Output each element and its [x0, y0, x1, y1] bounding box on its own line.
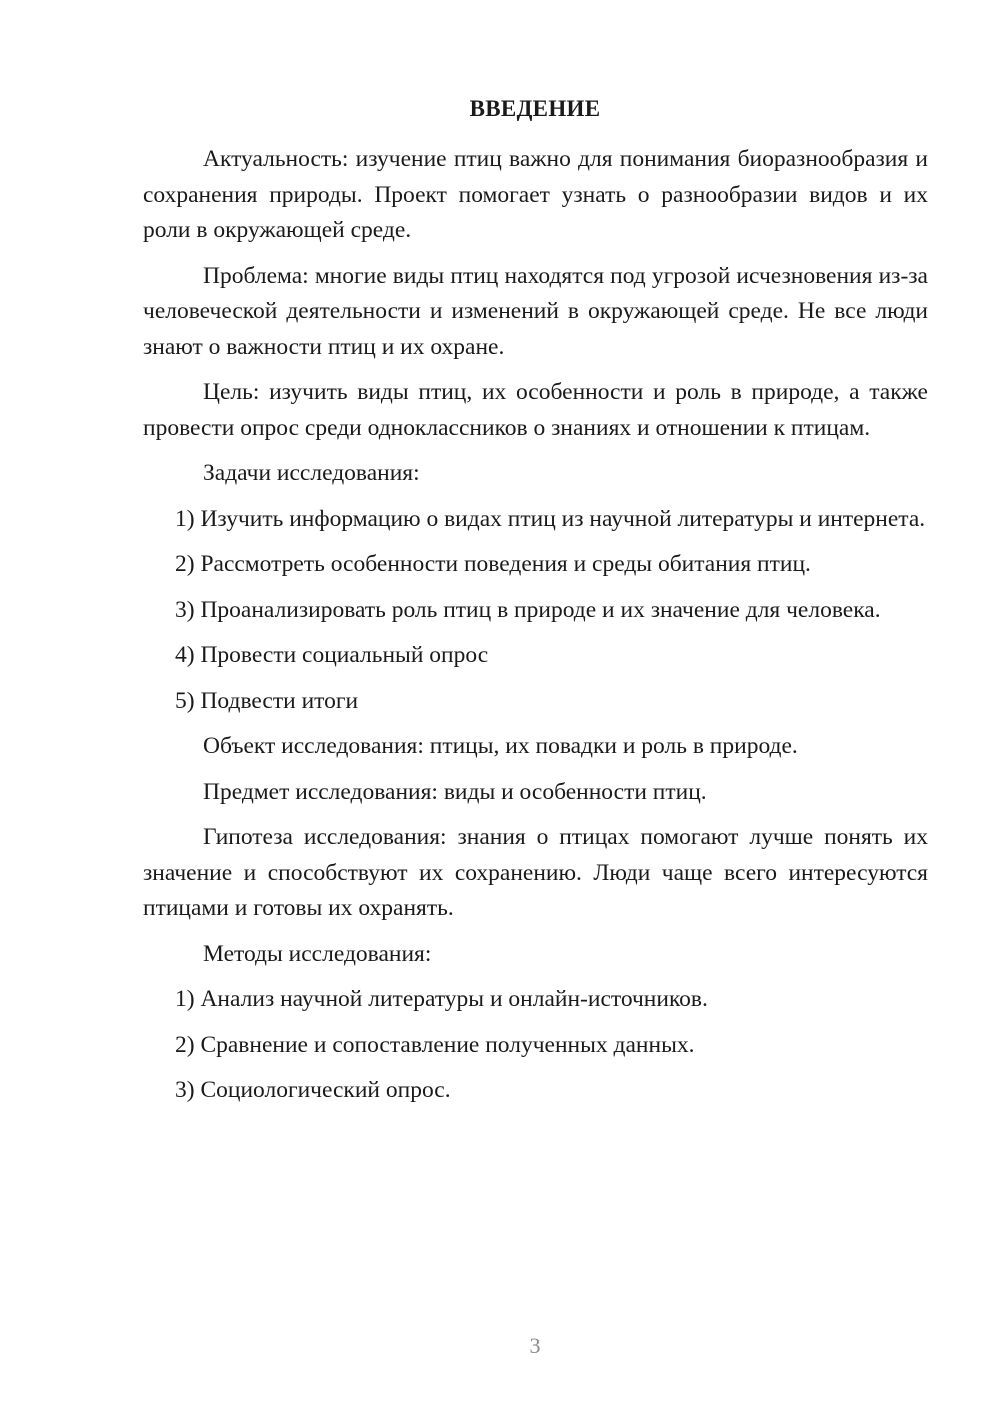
paragraph-subject: Предмет исследования: виды и особенности птиц.: [203, 778, 707, 805]
section-heading: ВВЕДЕНИЕ: [469, 96, 601, 121]
task-item: 1) Изучить информацию о видах птиц из научной литературы и интернета.: [175, 505, 926, 532]
task-item: 3) Проанализировать роль птиц в природе и их значение для человека.: [175, 596, 881, 623]
task-item: 2) Рассмотреть особенности поведения и среды обитания птиц.: [175, 551, 811, 577]
task-item: 5) Подвести итоги: [175, 687, 359, 714]
method-item: 2) Сравнение и сопоставление полученных данных.: [175, 1031, 695, 1058]
paragraph-hypothesis: Гипотеза исследования: знания о птицах помогают лучше понять их значение и способствуют их сохранению. Люди чаще всего интересуются птицами и готовы их охранять.: [143, 824, 928, 921]
method-item: 3) Социологический опрос.: [175, 1077, 451, 1103]
method-item: 1) Анализ научной литературы и онлайн-источников.: [175, 986, 708, 1012]
paragraph-object: Объект исследования: птицы, их повадки и роль в природе.: [203, 733, 798, 759]
paragraph-goal: Цель: изучить виды птиц, их особенности и роль в природе, а также провести опрос среди одноклассников о знаниях и отношении к птицам.: [143, 379, 928, 441]
page-number: 3: [529, 1333, 541, 1358]
paragraph-problem: Проблема: многие виды птиц находятся под угрозой исчезновения из-за человеческой деятельности и изменений в окружающей среде. Не все люди знают о важности птиц и их охране.: [143, 262, 928, 360]
paragraph-relevance: Актуальность: изучение птиц важно для понимания биоразнообразия и сохранения природы. Проект помогает узнать о разнообразии видов и их роли в окружающей среде.: [143, 146, 928, 243]
paragraph-methods-heading: Методы исследования:: [203, 940, 432, 967]
paragraph-tasks-heading: Задачи исследования:: [203, 460, 420, 486]
task-item: 4) Провести социальный опрос: [175, 642, 489, 668]
document-body: [143, 142, 928, 1119]
